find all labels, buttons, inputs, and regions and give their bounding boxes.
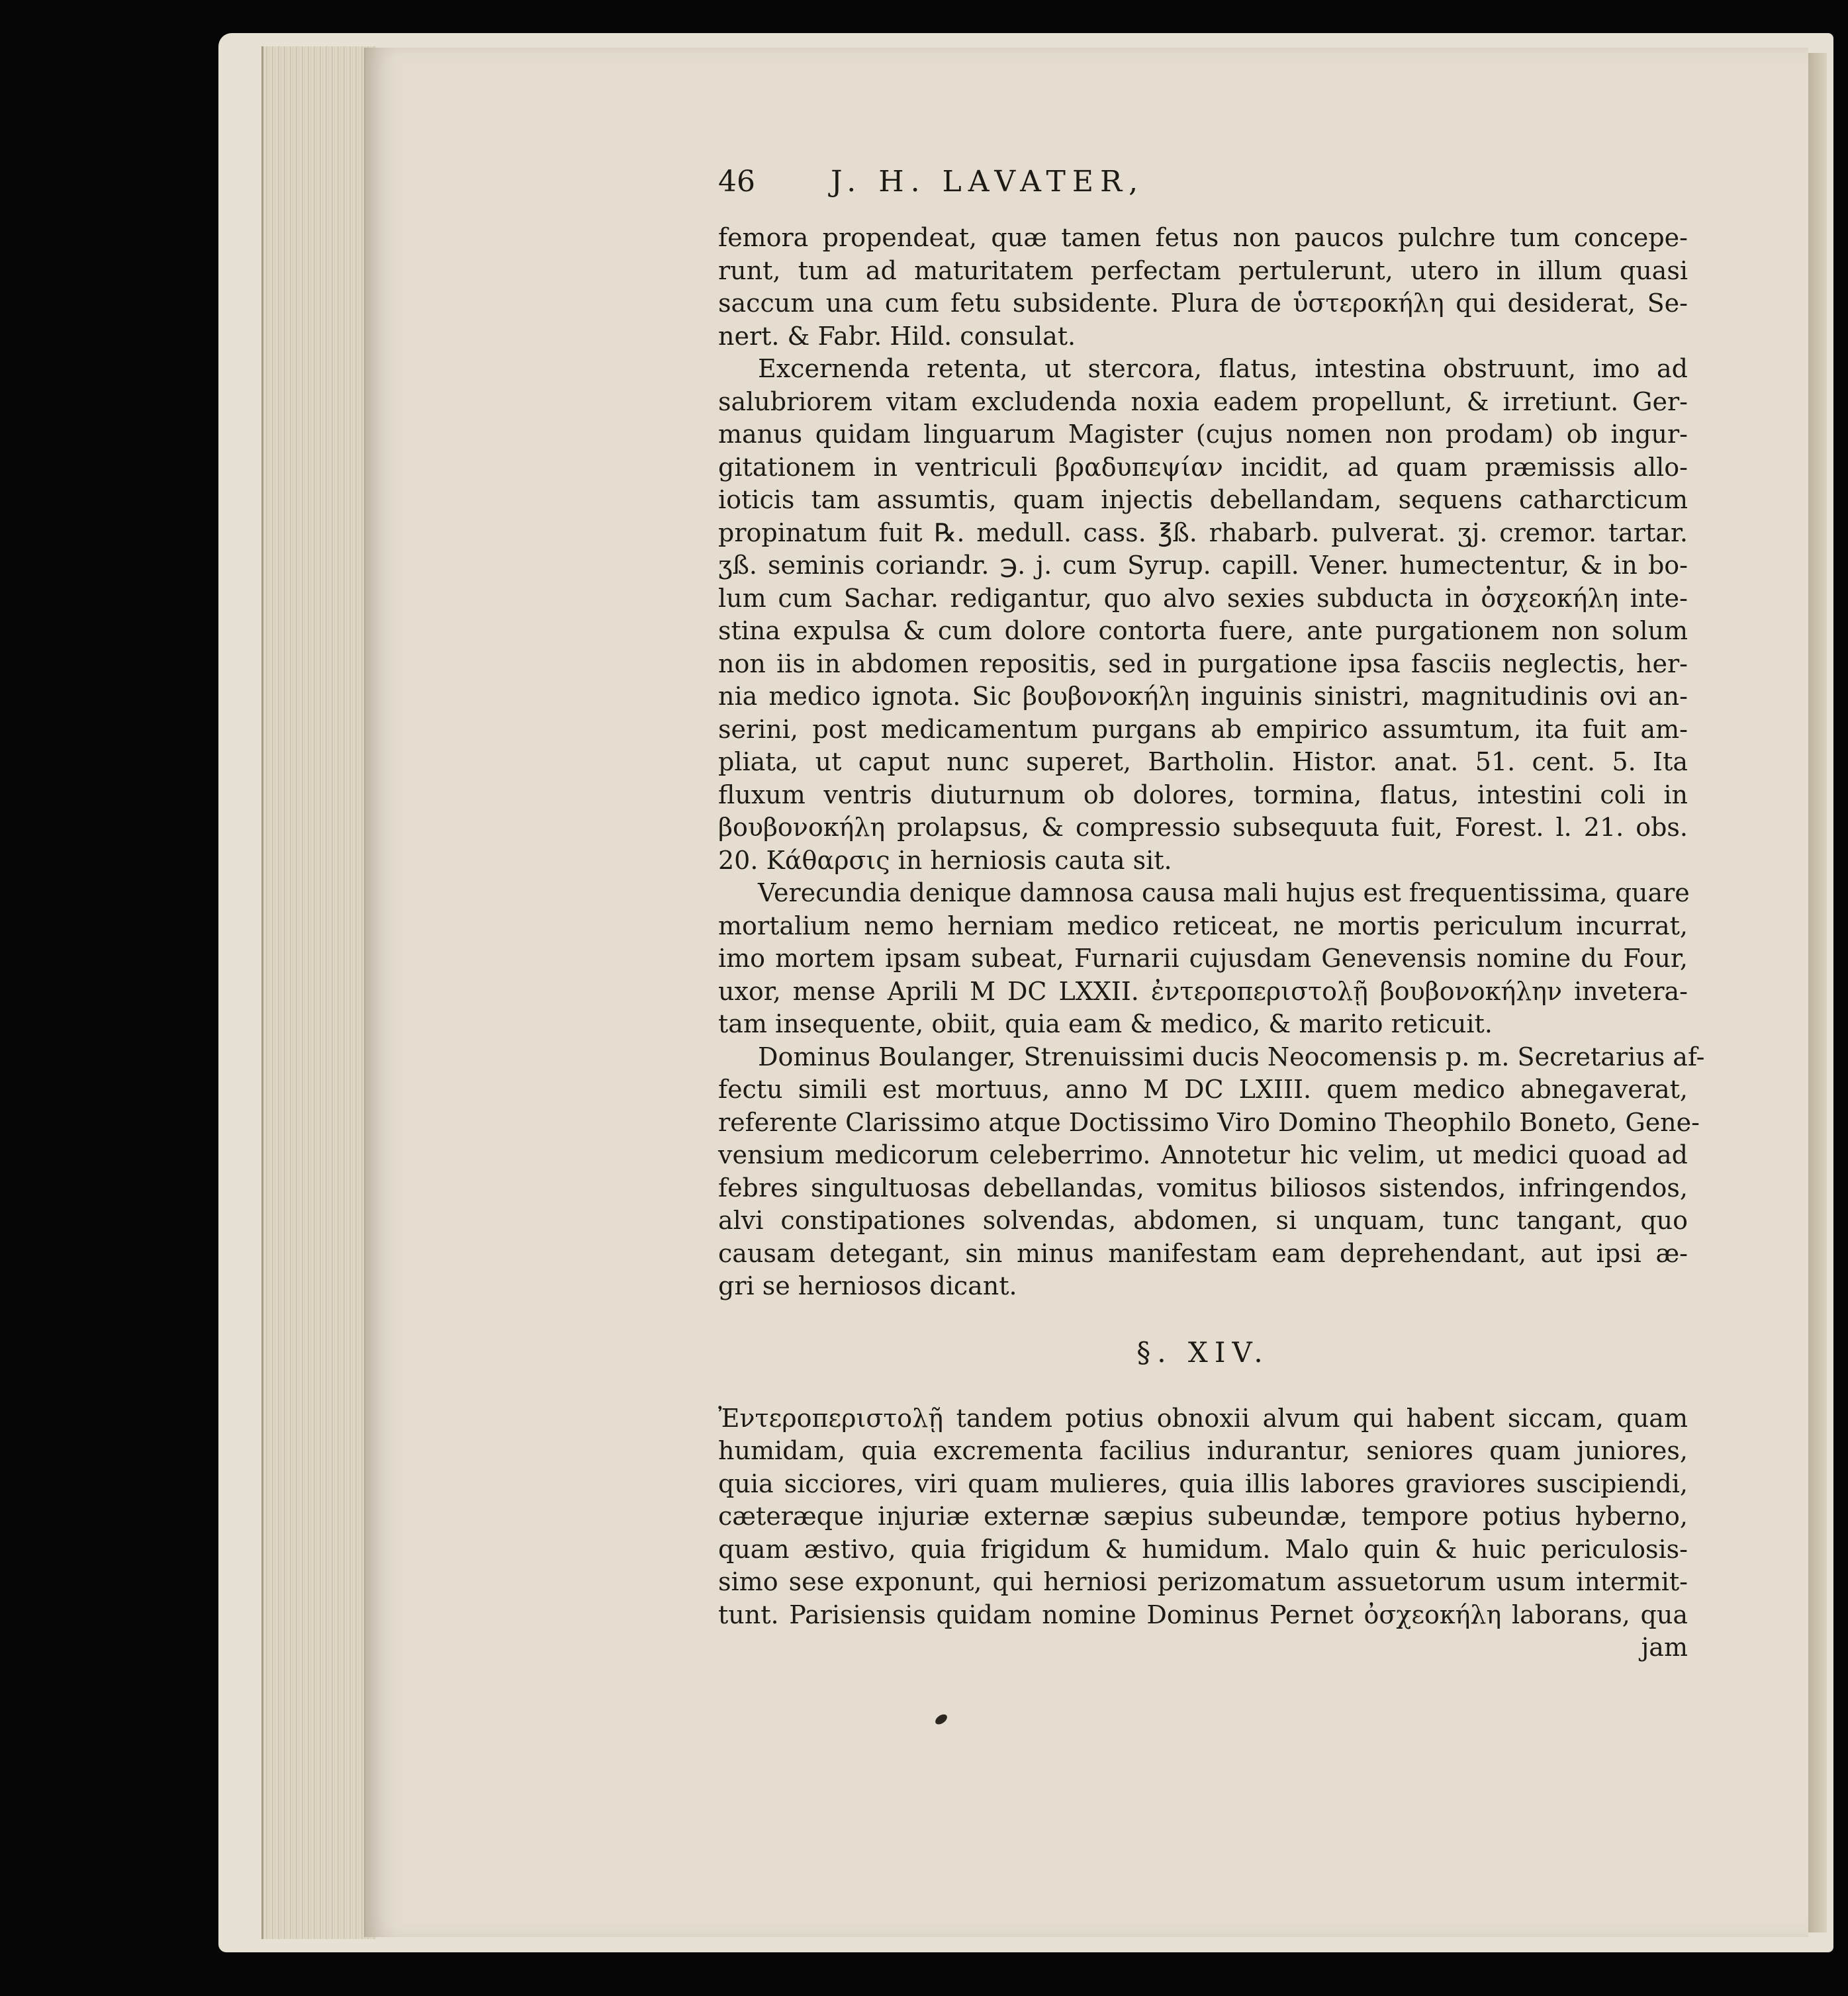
- text-line: non iis in abdomen repositis, sed in purgatione ipsa fasciis neglectis, her-: [718, 649, 1688, 678]
- text-line: salubriorem vitam excludenda noxia eadem propellunt, & irretiunt. Ger-: [718, 386, 1688, 416]
- text-line: femora propendeat, quæ tamen fetus non paucos pulchre tum concepe-: [718, 223, 1688, 252]
- page-text: [718, 165, 1705, 1664]
- page-edges-left: [261, 46, 376, 1939]
- text-line: pliata, ut caput nunc superet, Bartholin. Histor. anat. 51. cent. 5. Ita: [718, 747, 1688, 776]
- page-number: 46: [718, 165, 755, 199]
- catchword: jam: [1641, 1633, 1688, 1662]
- text-line: Excernenda retenta, ut stercora, flatus, intestina obstruunt, imo ad: [758, 354, 1688, 383]
- paragraph-2: [718, 353, 1688, 877]
- text-line: ioticis tam assumtis, quam injectis debellandam, sequens catharcticum: [718, 485, 1688, 514]
- text-line: Ἐντεροπεριστολῇ tandem potius obnoxii alvum qui habent siccam, quam: [718, 1403, 1688, 1433]
- text-line: tunt. Parisiensis quidam nomine Dominus Pernet ὀσχεοκήλη laborans, qua: [718, 1600, 1688, 1629]
- text-line: tam insequente, obiit, quia eam & medico, & marito reticuit.: [718, 1009, 1493, 1038]
- text-line: nert. & Fabr. Hild. consulat.: [718, 321, 1076, 351]
- text-line: febres singultuosas debellandas, vomitus biliosos sistendos, infringendos,: [718, 1173, 1688, 1202]
- paragraph-5: [718, 1402, 1688, 1632]
- text-line: quia sicciores, viri quam mulieres, quia illis labores graviores suscipiendi,: [718, 1469, 1688, 1498]
- page-header: [718, 165, 1688, 222]
- text-line: gitationem in ventriculi βραδυπεψίαν incidit, ad quam præmissis allo-: [718, 452, 1688, 482]
- text-line: saccum una cum fetu subsidente. Plura de ὑστεροκήλη qui desiderat, Se-: [718, 289, 1688, 318]
- text-line: alvi constipationes solvendas, abdomen, si unquam, tunc tangant, quo: [718, 1206, 1688, 1235]
- text-line: gri se herniosos dicant.: [718, 1271, 1017, 1300]
- text-line: ʒß. seminis coriandr. ℈. j. cum Syrup. capill. Vener. humectentur, & in bo-: [718, 551, 1688, 580]
- text-line: referente Clarissimo atque Doctissimo Viro Domino Theophilo Boneto, Gene-: [718, 1107, 1700, 1137]
- text-line: uxor, mense Aprili M DC LXXII. ἐντεροπεριστολῇ βουβονοκήλην invetera-: [718, 976, 1688, 1006]
- text-line: nia medico ignota. Sic βουβονοκήλη inguinis sinistri, magnitudinis ovi an-: [718, 682, 1688, 711]
- text-line: βουβονοκήλη prolapsus, & compressio subsequuta fuit, Forest. l. 21. obs.: [718, 813, 1688, 842]
- text-line: simo sese exponunt, qui herniosi perizomatum assuetorum usum intermit-: [718, 1567, 1688, 1596]
- text-line: propinatum fuit ℞. medull. cass. ℥ß. rhabarb. pulverat. ʒj. cremor. tartar.: [718, 518, 1688, 547]
- text-line: runt, tum ad maturitatem perfectam pertulerunt, utero in illum quasi: [718, 255, 1688, 285]
- text-line: mortalium nemo herniam medico reticeat, ne mortis periculum incurrat,: [718, 911, 1688, 940]
- text-line: causam detegant, sin minus manifestam eam deprehendant, aut ipsi æ-: [718, 1238, 1688, 1268]
- text-line: vensium medicorum celeberrimo. Annotetur hic velim, ut medici quoad ad: [718, 1140, 1688, 1169]
- text-line: Dominus Boulanger, Strenuissimi ducis Neocomensis p. m. Secretarius af-: [758, 1042, 1705, 1071]
- text-line: quam æstivo, quia frigidum & humidum. Malo quin & huic periculosis-: [718, 1534, 1688, 1564]
- text-line: serini, post medicamentum purgans ab empirico assumtum, ita fuit am-: [718, 714, 1688, 744]
- text-line: Verecundia denique damnosa causa mali hujus est frequentissima, quare: [758, 878, 1690, 907]
- text-line: cæteræque injuriæ externæ sæpius subeundæ, tempore potius hyberno,: [718, 1502, 1688, 1531]
- paragraph-3: [718, 877, 1688, 1041]
- running-head: J. H. LAVATER,: [831, 165, 1145, 199]
- text-line: fluxum ventris diuturnum ob dolores, tormina, flatus, intestini coli in: [718, 780, 1688, 809]
- section-heading: §. XIV.: [1136, 1336, 1270, 1369]
- text-line: manus quidam linguarum Magister (cujus nomen non prodam) ob ingur-: [718, 420, 1688, 449]
- text-line: humidam, quia excrementa facilius indurantur, seniores quam juniores,: [718, 1436, 1688, 1465]
- text-line: imo mortem ipsam subeat, Furnarii cujusdam Genevensis nomine du Four,: [718, 944, 1688, 973]
- text-line: lum cum Sachar. redigantur, quo alvo sexies subducta in ὀσχεοκήλη inte-: [718, 583, 1688, 613]
- text-line: 20. Κάθαρσις in herniosis cauta sit.: [718, 845, 1172, 875]
- text-line: stina expulsa & cum dolore contorta fuere, ante purgationem non solum: [718, 616, 1688, 645]
- text-line: fectu simili est mortuus, anno M DC LXIII. quem medico abnegaverat,: [718, 1075, 1688, 1104]
- paragraph-4: [718, 1041, 1705, 1303]
- paragraph-1: [718, 222, 1688, 353]
